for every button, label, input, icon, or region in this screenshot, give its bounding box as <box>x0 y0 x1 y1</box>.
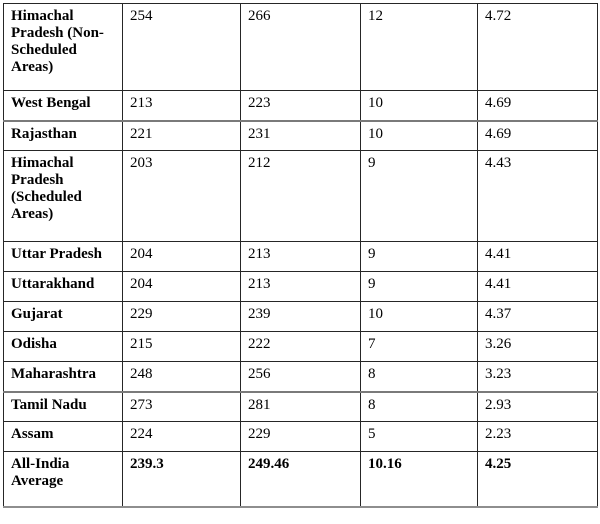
value-cell: 2.93 <box>478 392 598 422</box>
value-cell: 5 <box>361 422 478 452</box>
value-cell: 4.37 <box>478 302 598 332</box>
value-cell: 248 <box>123 362 241 392</box>
row-label-cell: Tamil Nadu <box>4 392 123 422</box>
value-cell: 213 <box>241 272 361 302</box>
value-cell: 4.41 <box>478 242 598 272</box>
value-cell: 222 <box>241 332 361 362</box>
value-cell: 229 <box>123 302 241 332</box>
value-cell: 10.16 <box>361 452 478 507</box>
value-cell: 2.23 <box>478 422 598 452</box>
value-cell: 266 <box>241 4 361 91</box>
value-cell: 204 <box>123 272 241 302</box>
row-label-cell: Uttarakhand <box>4 272 123 302</box>
value-cell: 4.69 <box>478 91 598 121</box>
value-cell: 4.43 <box>478 151 598 242</box>
table-row <box>4 302 598 332</box>
value-cell: 212 <box>241 151 361 242</box>
table-row <box>4 362 598 392</box>
row-label-cell: Himachal Pradesh (Non-Scheduled Areas) <box>4 4 123 91</box>
table-body <box>4 4 598 507</box>
table-row <box>4 422 598 452</box>
statistics-table <box>3 3 598 508</box>
value-cell: 281 <box>241 392 361 422</box>
value-cell: 215 <box>123 332 241 362</box>
row-label-cell: Himachal Pradesh (Scheduled Areas) <box>4 151 123 242</box>
table-row <box>4 392 598 422</box>
value-cell: 213 <box>241 242 361 272</box>
value-cell: 10 <box>361 302 478 332</box>
table-row <box>4 242 598 272</box>
table-row <box>4 151 598 242</box>
table-row <box>4 272 598 302</box>
value-cell: 7 <box>361 332 478 362</box>
value-cell: 254 <box>123 4 241 91</box>
value-cell: 239 <box>241 302 361 332</box>
row-label-cell: Odisha <box>4 332 123 362</box>
value-cell: 10 <box>361 91 478 121</box>
value-cell: 273 <box>123 392 241 422</box>
value-cell: 12 <box>361 4 478 91</box>
row-label-cell: Gujarat <box>4 302 123 332</box>
value-cell: 213 <box>123 91 241 121</box>
table-row <box>4 332 598 362</box>
row-label-cell: All-India Average <box>4 452 123 507</box>
value-cell: 8 <box>361 362 478 392</box>
value-cell: 4.72 <box>478 4 598 91</box>
value-cell: 223 <box>241 91 361 121</box>
value-cell: 231 <box>241 121 361 151</box>
row-label-cell: Uttar Pradesh <box>4 242 123 272</box>
value-cell: 9 <box>361 272 478 302</box>
value-cell: 224 <box>123 422 241 452</box>
value-cell: 4.41 <box>478 272 598 302</box>
value-cell: 239.3 <box>123 452 241 507</box>
value-cell: 8 <box>361 392 478 422</box>
value-cell: 4.69 <box>478 121 598 151</box>
value-cell: 256 <box>241 362 361 392</box>
value-cell: 4.25 <box>478 452 598 507</box>
value-cell: 203 <box>123 151 241 242</box>
table-row <box>4 91 598 121</box>
table-row <box>4 121 598 151</box>
value-cell: 249.46 <box>241 452 361 507</box>
value-cell: 221 <box>123 121 241 151</box>
value-cell: 9 <box>361 242 478 272</box>
value-cell: 3.26 <box>478 332 598 362</box>
value-cell: 9 <box>361 151 478 242</box>
row-label-cell: West Bengal <box>4 91 123 121</box>
value-cell: 204 <box>123 242 241 272</box>
row-label-cell: Maharashtra <box>4 362 123 392</box>
value-cell: 229 <box>241 422 361 452</box>
value-cell: 10 <box>361 121 478 151</box>
row-label-cell: Rajasthan <box>4 121 123 151</box>
table-row <box>4 4 598 91</box>
row-label-cell: Assam <box>4 422 123 452</box>
value-cell: 3.23 <box>478 362 598 392</box>
table-row <box>4 452 598 507</box>
